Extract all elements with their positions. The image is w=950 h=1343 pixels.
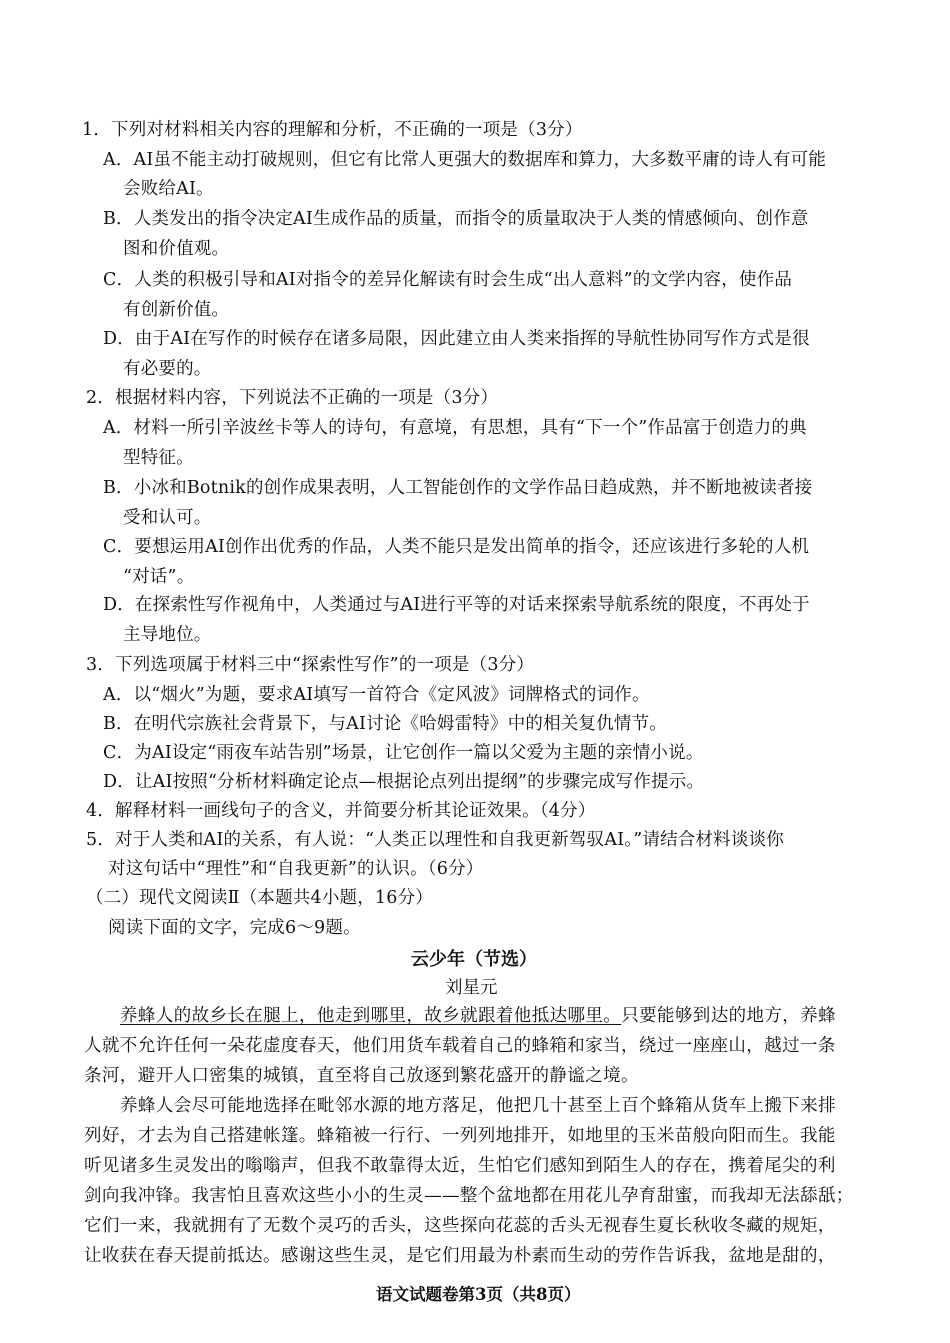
passage-p2-line4: 剑向我冲锋。我害怕且喜欢这些小小的生灵——整个盆地都在用花儿孕育甜蜜，而我却无法舔舐； (84, 1186, 854, 1206)
passage-p2-line5: 它们一来，我就拥有了无数个灵巧的舌头，这些探向花蕊的舌头无视春生夏长秋收冬藏的规矩， (84, 1216, 836, 1236)
question-4: 4．解释材料一画线句子的含义，并简要分析其论证效果。（4分） (86, 801, 596, 821)
q1-option-b-line2: 图和价值观。 (123, 239, 230, 259)
underlined-sentence: 养蜂人的故乡长在腿上，他走到哪里，故乡就跟着他抵达哪里。 (120, 1006, 622, 1026)
q1-option-c-line1: C．人类的积极引导和AI对指令的差异化解读有时会生成“出人意料”的文学内容，使作品 (103, 270, 793, 290)
passage-p1-line1 (120, 1004, 836, 1028)
q1-option-b-line1: B．人类发出的指令决定AI生成作品的质量，而指令的质量取决于人类的情感倾向、创作意 (103, 209, 809, 229)
q2-option-a-line2: 型特征。 (123, 448, 194, 468)
passage-p2-line6: 让收获在春天提前抵达。感谢这些生灵，是它们用最为朴素而生动的劳作告诉我，盆地是甜的， (84, 1246, 836, 1266)
q2-option-a-line1: A．材料一所引辛波丝卡等人的诗句，有意境，有思想，具有“下一个”作品富于创造力的典 (103, 418, 807, 438)
q1-option-d-line2: 有必要的。 (123, 359, 212, 379)
q3-option-c: C．为AI设定“雨夜车站告别”场景，让它创作一篇以父爱为主题的亲情小说。 (103, 743, 704, 763)
passage-p2-line1: 养蜂人会尽可能地选择在毗邻水源的地方落足，他把几十甚至上百个蜂箱从货车上搬下来排 (120, 1096, 836, 1116)
q2-option-c-line2: “对话”。 (123, 567, 195, 587)
question-2-stem: 2．根据材料内容，下列说法不正确的一项是（3分） (86, 388, 499, 408)
q1-option-d-line1: D．由于AI在写作的时候存在诸多局限，因此建立由人类来指挥的导航性协同写作方式是很 (103, 329, 810, 349)
q2-option-b-line2: 受和认可。 (123, 508, 212, 528)
question-3-stem: 3．下列选项属于材料三中“探索性写作”的一项是（3分） (86, 655, 535, 675)
passage-title: 云少年（节选） (411, 949, 537, 970)
section-heading: （二）现代文阅读Ⅱ（本题共4小题，16分） (86, 888, 433, 908)
passage-p1-line2: 人就不允许任何一朵花虚度春天，他们用货车载着自己的蜂箱和家当，绕过一座座山，越过一条 (84, 1036, 836, 1056)
q1-option-a-line1: A．AI虽不能主动打破规则，但它有比常人更强大的数据库和算力，大多数平庸的诗人有可能 (103, 150, 827, 170)
q2-option-d-line1: D．在探索性写作视角中，人类通过与AI进行平等的对话来探索导航系统的限度，不再处于 (103, 595, 810, 615)
section-instruction: 阅读下面的文字，完成6～9题。 (108, 918, 361, 938)
passage-p1-line1-rest: 只要能够到达的地方，养蜂 (621, 1006, 837, 1026)
q3-option-b: B．在明代宗族社会背景下，与AI讨论《哈姆雷特》中的相关复仇情节。 (103, 714, 668, 734)
q2-option-d-line2: 主导地位。 (123, 625, 212, 645)
q2-option-b-line1: B．小冰和Botnik的创作成果表明，人工智能创作的文学作品日趋成熟，并不断地被读者接 (103, 478, 813, 498)
page-footer: 语文试题卷第3页（共8页） (376, 1285, 581, 1304)
q2-option-c-line1: C．要想运用AI创作出优秀的作品，人类不能只是发出简单的指令，还应该进行多轮的人机 (103, 537, 810, 557)
question-5-line2: 对这句话中“理性”和“自我更新”的认识。（6分） (108, 859, 484, 879)
question-5-line1: 5．对于人类和AI的关系，有人说：“人类正以理性和自我更新驾驭AI。”请结合材料谈谈你 (86, 830, 784, 850)
q1-option-a-line2: 会败给AI。 (123, 179, 214, 199)
q3-option-a: A．以“烟火”为题，要求AI填写一首符合《定风波》词牌格式的词作。 (103, 685, 650, 705)
passage-author: 刘星元 (445, 978, 498, 998)
question-1-stem: 1．下列对材料相关内容的理解和分析，不正确的一项是（3分） (82, 120, 583, 140)
q1-option-c-line2: 有创新价值。 (123, 300, 230, 320)
passage-p2-line3: 听见诸多生灵发出的嗡嗡声，但我不敢靠得太近，生怕它们感知到陌生人的存在，携着尾尖的利 (84, 1156, 836, 1176)
passage-p2-line2: 列好，才去为自己搭建帐篷。蜂箱被一行行、一列列地排开，如地里的玉米苗般向阳而生。我能 (84, 1126, 836, 1146)
q3-option-d: D．让AI按照“分析材料确定论点—根据论点列出提纲”的步骤完成写作提示。 (103, 772, 705, 792)
passage-p1-line3: 条河，避开人口密集的城镇，直至将自己放逐到繁花盛开的静谧之境。 (84, 1066, 639, 1086)
